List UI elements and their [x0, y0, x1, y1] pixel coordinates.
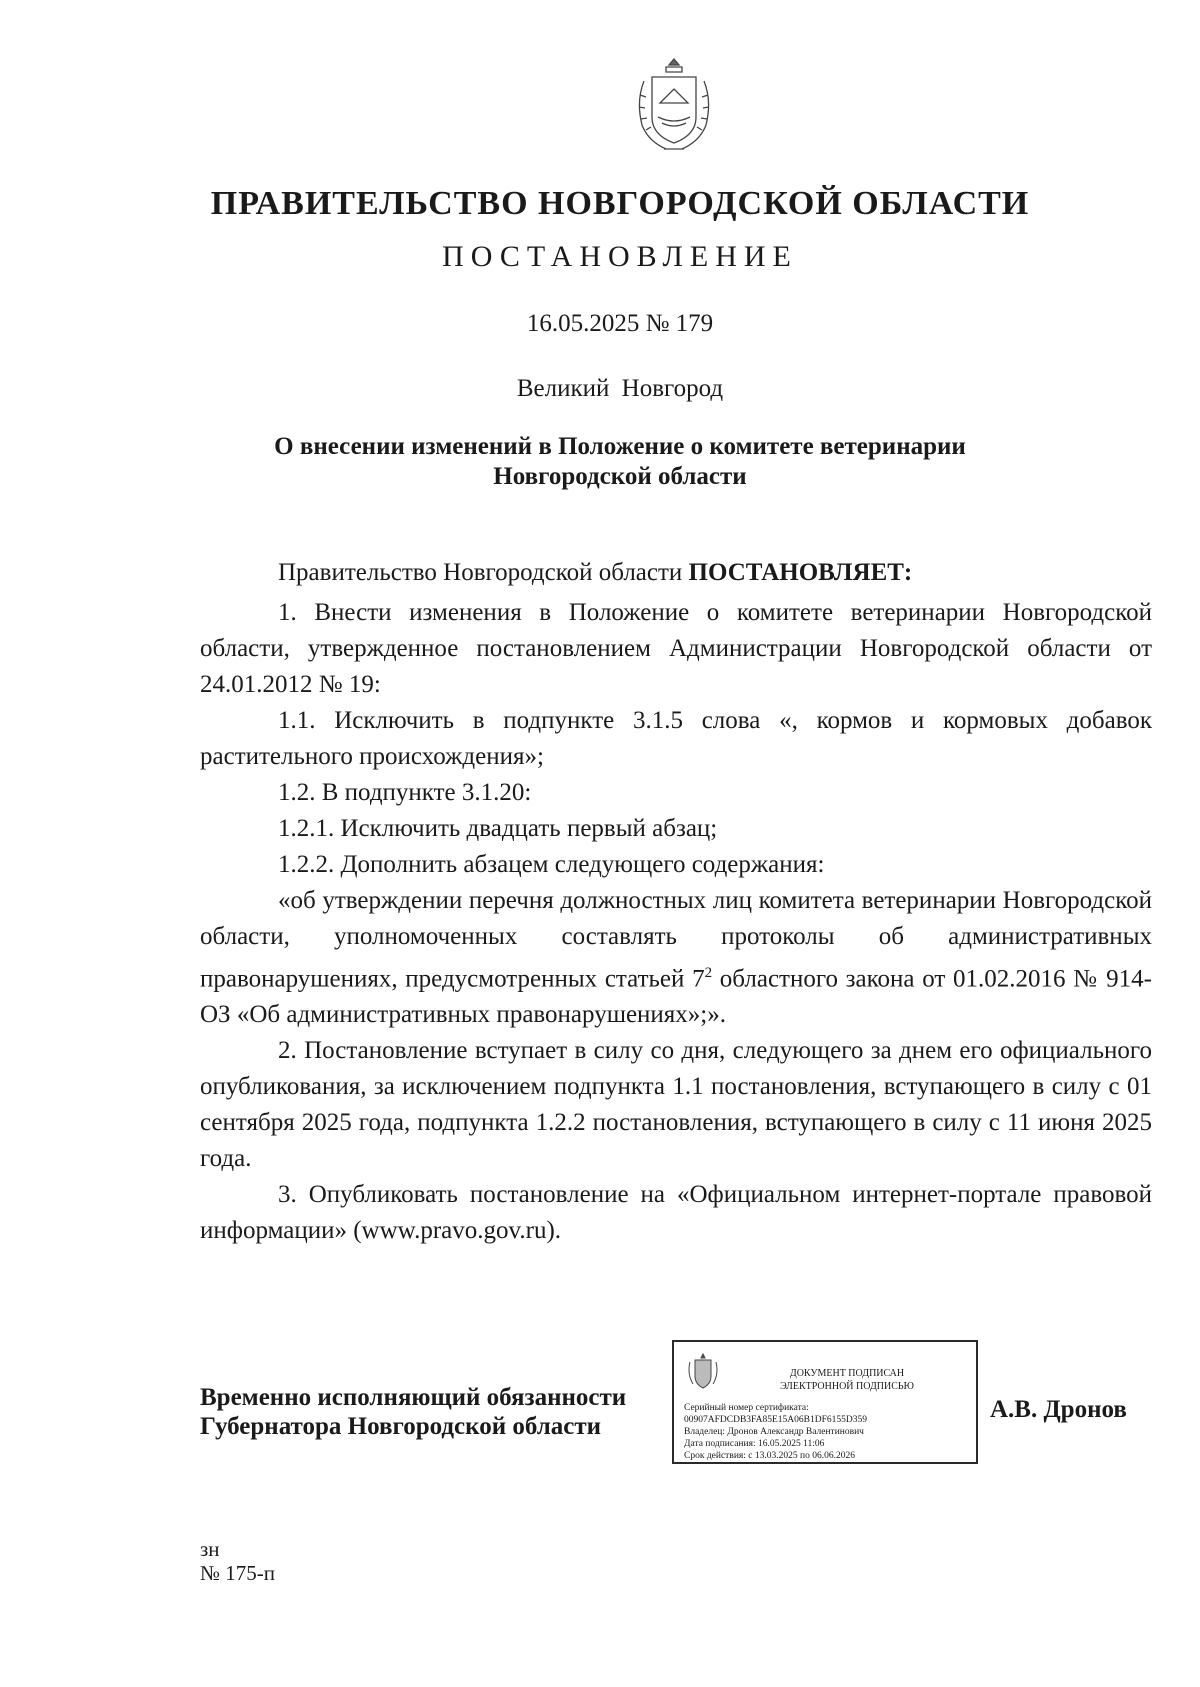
- paragraph-1-2-2: 1.2.2. Дополнить абзацем следующего содержания:: [278, 851, 825, 878]
- preamble-keyword: ПОСТАНОВЛЯЕТ:: [688, 559, 913, 586]
- stamp-validity: Срок действия: с 13.03.2025 по 06.06.2026: [684, 1451, 855, 1461]
- stamp-cert-label: Серийный номер сертификата:: [684, 1403, 809, 1413]
- document-kind: ПОСТАНОВЛЕНИЕ: [442, 240, 798, 273]
- quote-text-end: областного закона от 01.02.2016 № 914-ОЗ «Об административных правонарушениях»;».: [200, 965, 1152, 1029]
- quote-text: «об утверждении перечня должностных лиц комитета ветеринарии Новгородской области, уполномоченных составлять протоколы об административных правонарушениях, предусмотренных статьей 7: [200, 887, 1152, 993]
- quoted-paragraph: [200, 883, 1152, 1033]
- paragraph-1-2-1: 1.2.1. Исключить двадцать первый абзац;: [278, 815, 718, 842]
- coat-of-arms-icon: [686, 1352, 720, 1392]
- stamp-heading: [734, 1367, 960, 1393]
- stamp-heading-line: ЭЛЕКТРОННОЙ ПОДПИСЬЮ: [780, 1381, 914, 1392]
- paragraph-1: 1. Внести изменения в Положение о комитете ветеринарии Новгородской области, утвержденное постановлением Администрации Новгородской области от 24.01.2012 № 19:: [200, 599, 1152, 698]
- signer-position: [200, 1383, 626, 1441]
- preamble: [200, 555, 1152, 591]
- document-body: [200, 555, 1152, 1249]
- document-title: [0, 432, 1200, 492]
- document-title-line: О внесении изменений в Положение о комитете ветеринарии: [274, 433, 966, 460]
- stamp-owner: Владелец: Дронов Александр Валентинович: [684, 1427, 864, 1437]
- document-date-number: 16.05.2025 № 179: [526, 310, 714, 337]
- signer-position-line: Губернатора Новгородской области: [200, 1413, 602, 1440]
- signer-position-line: Временно исполняющий обязанности: [200, 1384, 627, 1411]
- stamp-details: [684, 1402, 974, 1462]
- registration-number: № 175-п: [200, 1561, 276, 1585]
- stamp-sign-date: Дата подписания: 16.05.2025 11:06: [684, 1439, 825, 1449]
- preamble-text: Правительство Новгородской области: [278, 559, 689, 586]
- document-title-line: Новгородской области: [493, 463, 747, 490]
- document-footer: [200, 1537, 275, 1585]
- paragraph-2: 2. Постановление вступает в силу со дня, следующего за днем его официального опубликования, за исключением подпункта 1.1 постановления, вступающего в силу с 01 сентября 2025 года, подпункта 1.2.2 постановления, вступающего в силу с 11 июня 2025 года.: [200, 1037, 1152, 1173]
- government-name: ПРАВИТЕЛЬСТВО НОВГОРОДСКОЙ ОБЛАСТИ: [210, 185, 1030, 222]
- quote-superscript: 2: [704, 965, 713, 981]
- paragraph-1-1: 1.1. Исключить в подпункте 3.1.5 слова «, кормов и кормовых добавок растительного происхождения»;: [200, 707, 1152, 770]
- executor-initials: зн: [200, 1537, 220, 1561]
- paragraph-1-2: 1.2. В подпункте 3.1.20:: [278, 779, 532, 806]
- electronic-signature-stamp: [672, 1340, 978, 1464]
- paragraph-3: 3. Опубликовать постановление на «Официальном интернет-портале правовой информации» (www.pravo.gov.ru).: [200, 1181, 1152, 1245]
- stamp-cert-number: 00907AFDCDB3FA85E15A06B1DF6155D359: [684, 1415, 867, 1425]
- document-place: Великий Новгород: [516, 375, 724, 402]
- coat-of-arms-icon: [630, 55, 718, 155]
- stamp-heading-line: ДОКУМЕНТ ПОДПИСАН: [789, 1368, 905, 1379]
- signer-name: А.В. Дронов: [990, 1396, 1127, 1423]
